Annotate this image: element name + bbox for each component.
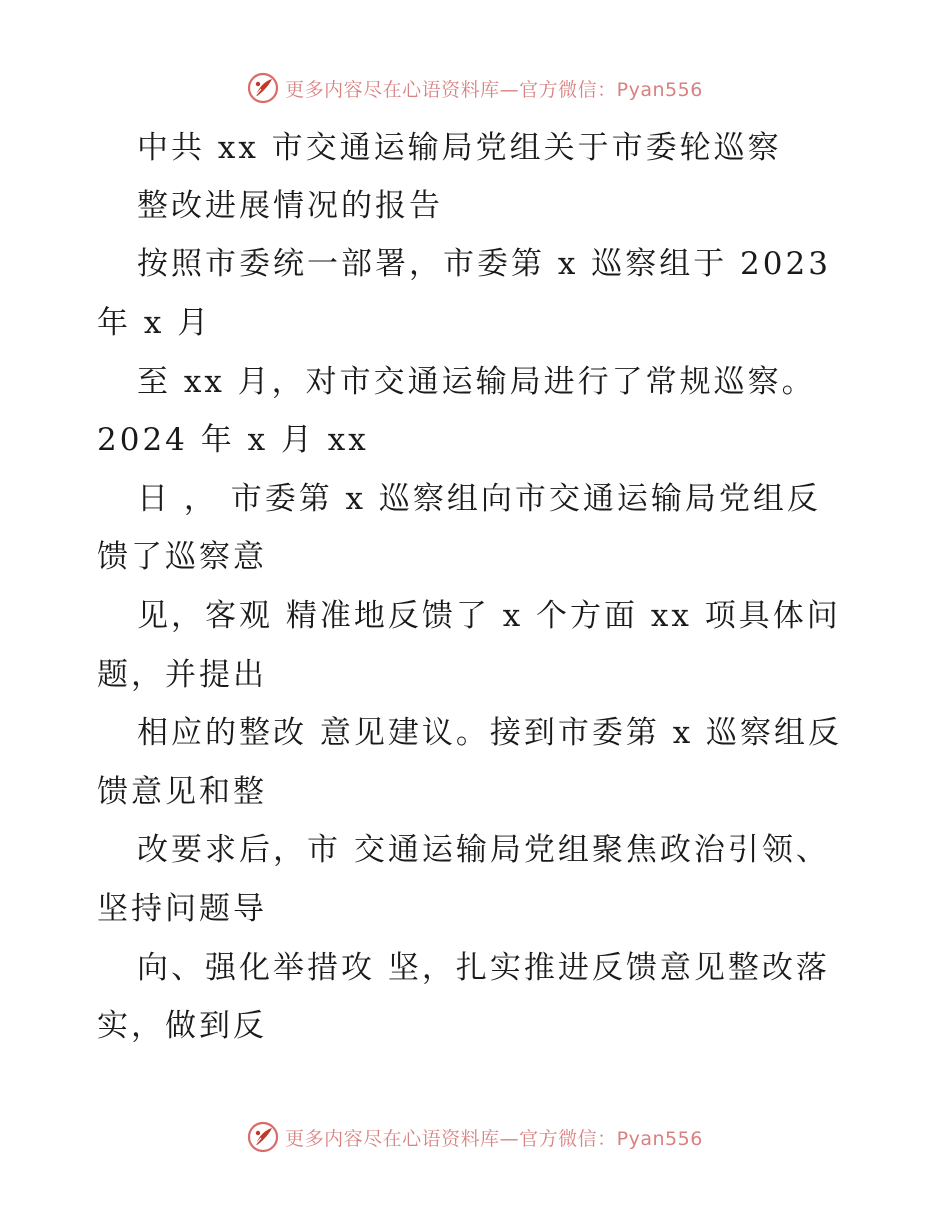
doc-text-line: 向、强化举措攻 坚，扎实推进反馈意见整改落 [137, 950, 830, 986]
doc-title-line-2: 整改进展情况的报告 [137, 188, 443, 224]
doc-text-line: 2024 年 x 月 xx [97, 422, 369, 458]
header-watermark [0, 72, 950, 104]
doc-text-line: 馈了巡察意 [97, 539, 267, 575]
doc-text-line: 至 xx 月，对市交通运输局进行了常规巡察。 [137, 364, 816, 400]
quill-logo-icon [247, 1121, 279, 1153]
footer-watermark [0, 1121, 950, 1153]
watermark-text: 更多内容尽在心语资料库—官方微信：Pyan556 [285, 1127, 703, 1150]
doc-text-line: 按照市委统一部署，市委第 x 巡察组于 2023 [137, 246, 831, 282]
doc-title-line-1: 中共 xx 市交通运输局党组关于市委轮巡察 [137, 130, 782, 166]
doc-text-line: 见，客观 精准地反馈了 x 个方面 xx 项具体问 [137, 598, 841, 634]
doc-text-line: 日 ， 市委第 x 巡察组向市交通运输局党组反 [137, 481, 821, 517]
watermark-text: 更多内容尽在心语资料库—官方微信：Pyan556 [285, 78, 703, 101]
quill-logo-icon [247, 72, 279, 104]
doc-text-line: 改要求后，市 交通运输局党组聚焦政治引领、 [137, 832, 830, 868]
doc-text-line: 年 x 月 [97, 305, 212, 341]
doc-text-line: 馈意见和整 [97, 774, 267, 810]
doc-text-line: 实，做到反 [97, 1008, 267, 1044]
doc-text-line: 相应的整改 意见建议。接到市委第 x 巡察组反 [137, 715, 843, 751]
doc-text-line: 题，并提出 [97, 657, 267, 693]
doc-text-line: 坚持问题导 [97, 891, 267, 927]
